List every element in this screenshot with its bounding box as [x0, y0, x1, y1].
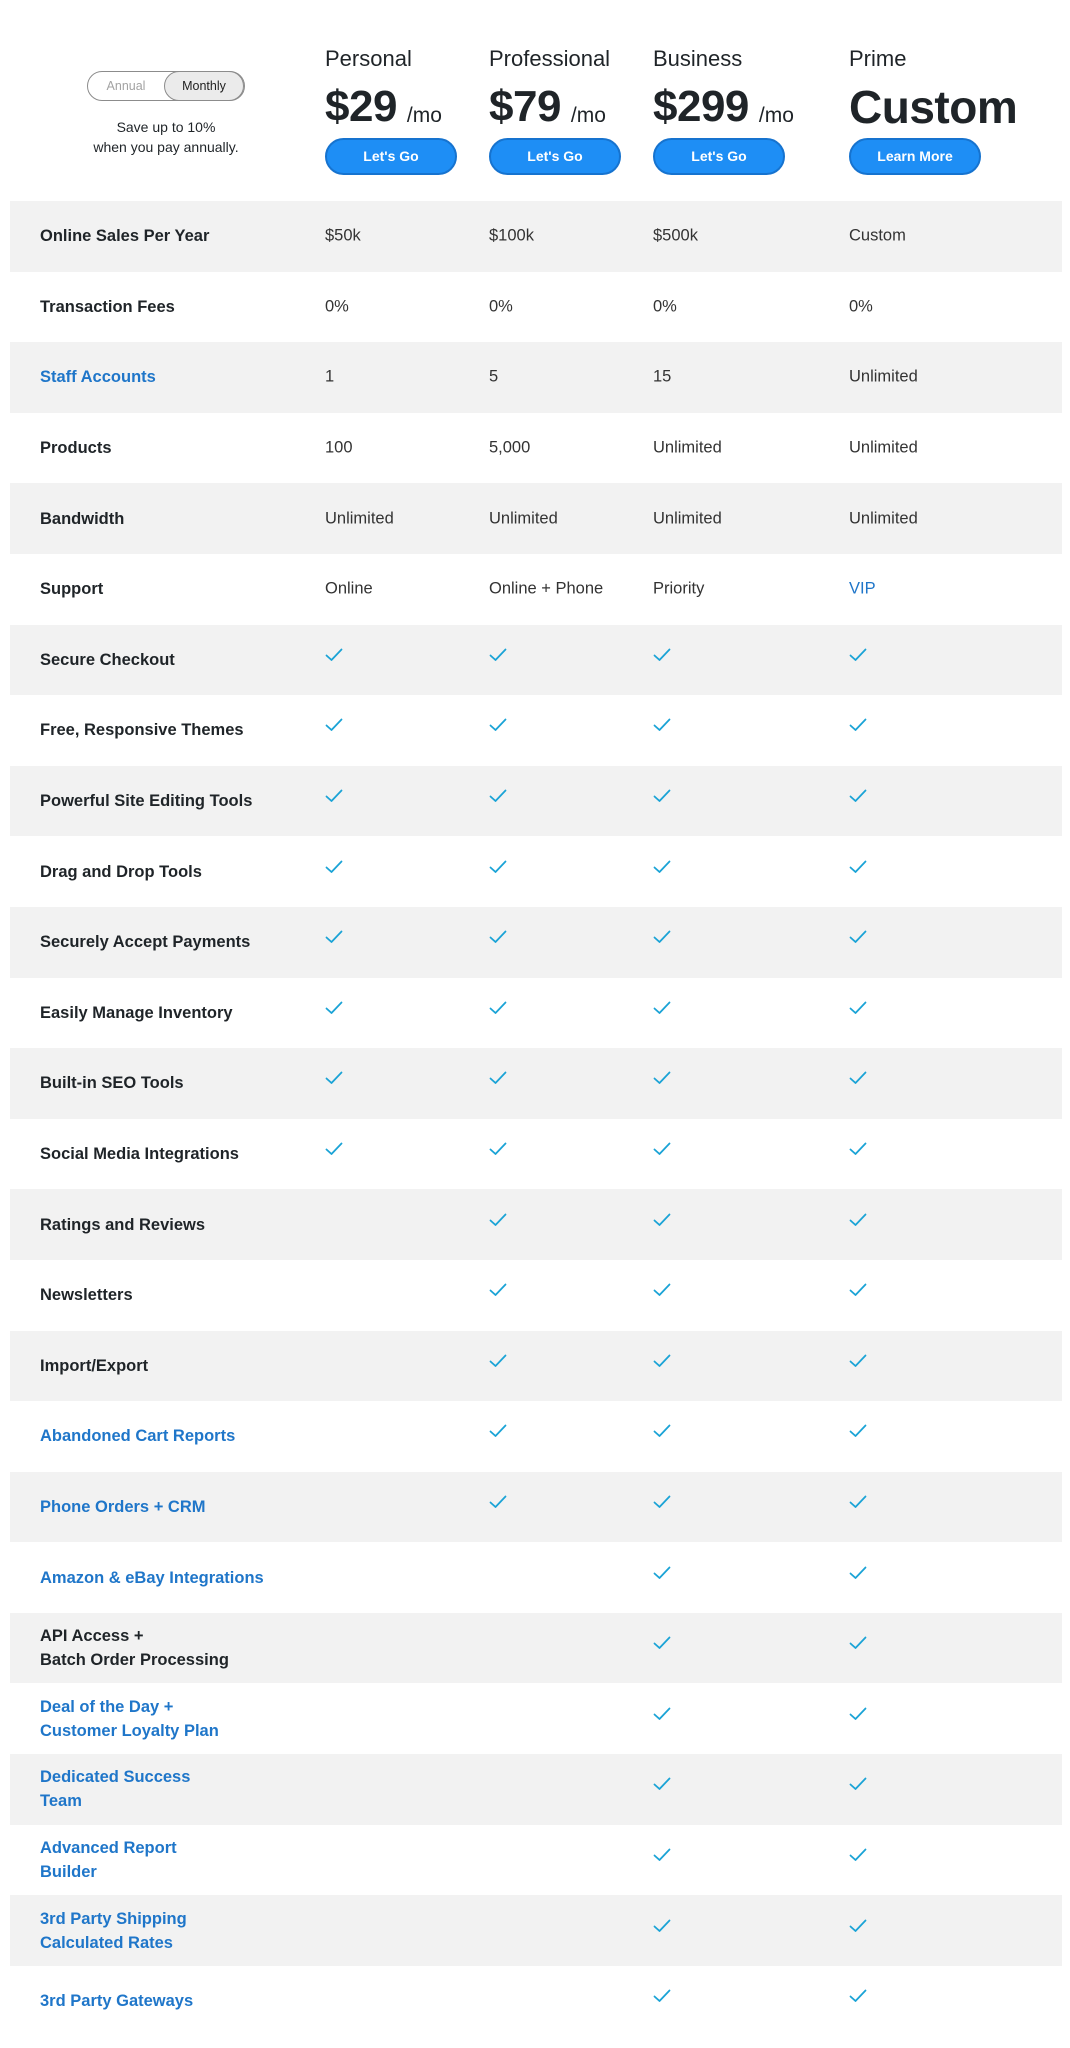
checkmark-icon [849, 789, 869, 805]
checkmark-icon [653, 1848, 673, 1864]
feature-value: Online [325, 579, 373, 598]
checkmark-icon [849, 1213, 869, 1229]
checkmark-icon [653, 1919, 673, 1935]
checkmark-icon [653, 1071, 673, 1087]
checkmark-icon [489, 1283, 509, 1299]
savings-line-2: when you pay annually. [93, 139, 239, 155]
feature-row [10, 836, 1062, 907]
feature-label [40, 930, 300, 954]
feature-label [40, 648, 300, 672]
feature-row [10, 413, 1062, 484]
checkmark-icon [849, 1707, 869, 1723]
pricing-header [0, 0, 1070, 200]
plan-price [489, 82, 679, 132]
checkmark-icon [653, 1213, 673, 1229]
checkmark-icon [849, 1848, 869, 1864]
feature-label-line: Builder [40, 1862, 97, 1881]
feature-label-link[interactable] [40, 1836, 300, 1884]
checkmark-icon [489, 1424, 509, 1440]
professional-cta-button[interactable]: Let's Go [489, 138, 621, 175]
checkmark-icon [653, 1566, 673, 1582]
feature-label [40, 1283, 300, 1307]
checkmark-icon [849, 1919, 869, 1935]
checkmark-icon [849, 1636, 869, 1652]
feature-row [10, 907, 1062, 978]
checkmark-icon [653, 648, 673, 664]
checkmark-icon [325, 1071, 345, 1087]
feature-value: Unlimited [849, 438, 918, 457]
plan-price [849, 82, 1064, 132]
checkmark-icon [849, 930, 869, 946]
feature-label-line: Customer Loyalty Plan [40, 1721, 219, 1740]
checkmark-icon [653, 1283, 673, 1299]
feature-value: Unlimited [653, 438, 722, 457]
feature-value: 0% [653, 297, 677, 316]
feature-label [40, 507, 300, 531]
checkmark-icon [849, 1142, 869, 1158]
checkmark-icon [653, 1777, 673, 1793]
checkmark-icon [489, 1495, 509, 1511]
feature-value: 5,000 [489, 438, 531, 457]
feature-label-line: API Access + [40, 1627, 144, 1646]
feature-label-line: Secure Checkout [40, 650, 175, 669]
feature-row [10, 1048, 1062, 1119]
feature-label [40, 1001, 300, 1025]
checkmark-icon [653, 718, 673, 734]
checkmark-icon [849, 648, 869, 664]
feature-label [40, 224, 300, 248]
checkmark-icon [489, 1001, 509, 1017]
feature-label-line: Online Sales Per Year [40, 227, 210, 246]
checkmark-icon [653, 1989, 673, 2005]
checkmark-icon [653, 1424, 673, 1440]
feature-row [10, 1119, 1062, 1190]
feature-label-line: Calculated Rates [40, 1933, 173, 1952]
feature-row [10, 554, 1062, 625]
feature-row [10, 766, 1062, 837]
checkmark-icon [849, 860, 869, 876]
feature-row [10, 272, 1062, 343]
feature-label [40, 1624, 300, 1672]
feature-row [10, 1401, 1062, 1472]
feature-value: Online + Phone [489, 579, 604, 598]
feature-label-link[interactable] [40, 1989, 300, 2013]
feature-label-line: Support [40, 580, 104, 599]
checkmark-icon [489, 930, 509, 946]
feature-label-line: Amazon & eBay Integrations [40, 1568, 264, 1587]
price-period: /mo [406, 104, 442, 127]
feature-label-line: Phone Orders + CRM [40, 1497, 206, 1516]
checkmark-icon [653, 860, 673, 876]
plan-professional [489, 44, 679, 164]
feature-value: $50k [325, 226, 361, 245]
checkmark-icon [489, 718, 509, 734]
plan-price [653, 82, 843, 132]
feature-row [10, 1260, 1062, 1331]
price-amount: Custom [849, 81, 1018, 133]
feature-value: 0% [489, 297, 513, 316]
feature-value: Priority [653, 579, 705, 598]
billing-option-annual[interactable]: Annual [106, 79, 146, 93]
feature-value: 15 [653, 367, 672, 386]
plan-business [653, 44, 843, 164]
checkmark-icon [849, 718, 869, 734]
feature-label-line: Abandoned Cart Reports [40, 1427, 236, 1446]
feature-label-line: 3rd Party Shipping [40, 1909, 187, 1928]
billing-option-monthly[interactable]: Monthly [164, 71, 244, 101]
feature-label-line: Newsletters [40, 1286, 133, 1305]
price-period: /mo [758, 104, 794, 127]
feature-label-line: Social Media Integrations [40, 1145, 239, 1164]
feature-label [40, 1213, 300, 1237]
checkmark-icon [849, 1989, 869, 2005]
checkmark-icon [849, 1495, 869, 1511]
checkmark-icon [653, 1636, 673, 1652]
feature-row [10, 1472, 1062, 1543]
feature-value: 5 [489, 367, 499, 386]
checkmark-icon [653, 1707, 673, 1723]
feature-label-line: Ratings and Reviews [40, 1215, 206, 1234]
checkmark-icon [489, 860, 509, 876]
feature-label [40, 1071, 300, 1095]
feature-value: 0% [325, 297, 349, 316]
plan-name: Business [653, 46, 743, 71]
checkmark-icon [849, 1001, 869, 1017]
feature-row [10, 1331, 1062, 1402]
feature-label-link[interactable] [40, 1765, 300, 1813]
feature-label-line: Securely Accept Payments [40, 933, 251, 952]
feature-row [10, 978, 1062, 1049]
checkmark-icon [489, 1142, 509, 1158]
feature-row [10, 1189, 1062, 1260]
checkmark-icon [653, 1001, 673, 1017]
feature-value[interactable]: VIP [849, 579, 876, 598]
feature-row [10, 1613, 1062, 1684]
checkmark-icon [849, 1424, 869, 1440]
feature-label-link[interactable] [40, 1907, 300, 1955]
annual-savings-note [60, 117, 272, 157]
feature-label-link[interactable] [40, 1695, 300, 1743]
feature-row [10, 1754, 1062, 1825]
checkmark-icon [325, 930, 345, 946]
feature-label [40, 577, 300, 601]
feature-label-line: Easily Manage Inventory [40, 1003, 233, 1022]
feature-value: $500k [653, 226, 698, 245]
checkmark-icon [489, 648, 509, 664]
feature-label-line: Import/Export [40, 1356, 149, 1375]
feature-value: Unlimited [849, 367, 918, 386]
checkmark-icon [653, 1354, 673, 1370]
checkmark-icon [653, 1142, 673, 1158]
feature-row [10, 695, 1062, 766]
checkmark-icon [325, 1142, 345, 1158]
feature-label-link[interactable] [40, 365, 300, 389]
feature-label-line: Transaction Fees [40, 297, 175, 316]
plan-prime [849, 44, 1064, 164]
checkmark-icon [489, 1213, 509, 1229]
feature-label-line: Products [40, 439, 112, 458]
plan-name: Professional [489, 46, 611, 71]
checkmark-icon [849, 1354, 869, 1370]
checkmark-icon [653, 1495, 673, 1511]
price-amount: $79 [489, 82, 561, 131]
checkmark-icon [849, 1566, 869, 1582]
feature-label-line: Advanced Report [40, 1838, 177, 1857]
feature-value: Unlimited [849, 509, 918, 528]
feature-label [40, 718, 300, 742]
feature-label-line: Team [40, 1792, 82, 1811]
feature-label-line: Free, Responsive Themes [40, 721, 244, 740]
checkmark-icon [325, 1001, 345, 1017]
price-amount: $29 [325, 82, 397, 131]
feature-value: Unlimited [653, 509, 722, 528]
feature-label-line: Deal of the Day + [40, 1697, 174, 1716]
feature-label [40, 436, 300, 460]
feature-value: Custom [849, 226, 906, 245]
feature-value: $100k [489, 226, 534, 245]
checkmark-icon [489, 1071, 509, 1087]
feature-label [40, 860, 300, 884]
feature-row [10, 1825, 1062, 1896]
feature-label [40, 1354, 300, 1378]
price-period: /mo [570, 104, 606, 127]
feature-label-line: Built-in SEO Tools [40, 1074, 184, 1093]
feature-value: 0% [849, 297, 873, 316]
feature-row [10, 625, 1062, 696]
feature-label [40, 1142, 300, 1166]
plan-name: Personal [325, 46, 412, 71]
feature-row [10, 201, 1062, 272]
savings-line-1: Save up to 10% [116, 119, 216, 135]
checkmark-icon [849, 1283, 869, 1299]
feature-label-line: Bandwidth [40, 509, 125, 528]
checkmark-icon [325, 789, 345, 805]
checkmark-icon [489, 789, 509, 805]
feature-label [40, 295, 300, 319]
feature-comparison-table [10, 201, 1062, 2036]
plan-name: Prime [849, 46, 907, 71]
feature-row [10, 342, 1062, 413]
checkmark-icon [325, 648, 345, 664]
feature-label-line: Staff Accounts [40, 368, 156, 387]
business-cta-button[interactable]: Let's Go [653, 138, 785, 175]
feature-label-line: Batch Order Processing [40, 1651, 229, 1670]
feature-value: 1 [325, 367, 335, 386]
feature-label-link[interactable] [40, 1566, 300, 1590]
feature-label-line: Powerful Site Editing Tools [40, 792, 253, 811]
checkmark-icon [325, 860, 345, 876]
feature-label-line: Drag and Drop Tools [40, 862, 202, 881]
billing-toggle[interactable] [87, 71, 245, 101]
feature-label [40, 789, 300, 813]
feature-row [10, 483, 1062, 554]
feature-value: 100 [325, 438, 353, 457]
feature-row [10, 1895, 1062, 1966]
personal-cta-button[interactable]: Let's Go [325, 138, 457, 175]
checkmark-icon [489, 1354, 509, 1370]
feature-value: Unlimited [489, 509, 558, 528]
feature-row [10, 1542, 1062, 1613]
checkmark-icon [849, 1777, 869, 1793]
checkmark-icon [849, 1071, 869, 1087]
checkmark-icon [325, 718, 345, 734]
plan-price [325, 82, 515, 132]
plan-personal [325, 44, 515, 164]
checkmark-icon [653, 789, 673, 805]
feature-value: Unlimited [325, 509, 394, 528]
feature-label-link[interactable] [40, 1495, 300, 1519]
prime-cta-button[interactable]: Learn More [849, 138, 981, 175]
feature-label-line: 3rd Party Gateways [40, 1992, 194, 2011]
feature-row [10, 1683, 1062, 1754]
feature-row [10, 1966, 1062, 2037]
price-amount: $299 [653, 82, 749, 131]
feature-label-link[interactable] [40, 1424, 300, 1448]
checkmark-icon [653, 930, 673, 946]
feature-label-line: Dedicated Success [40, 1768, 191, 1787]
